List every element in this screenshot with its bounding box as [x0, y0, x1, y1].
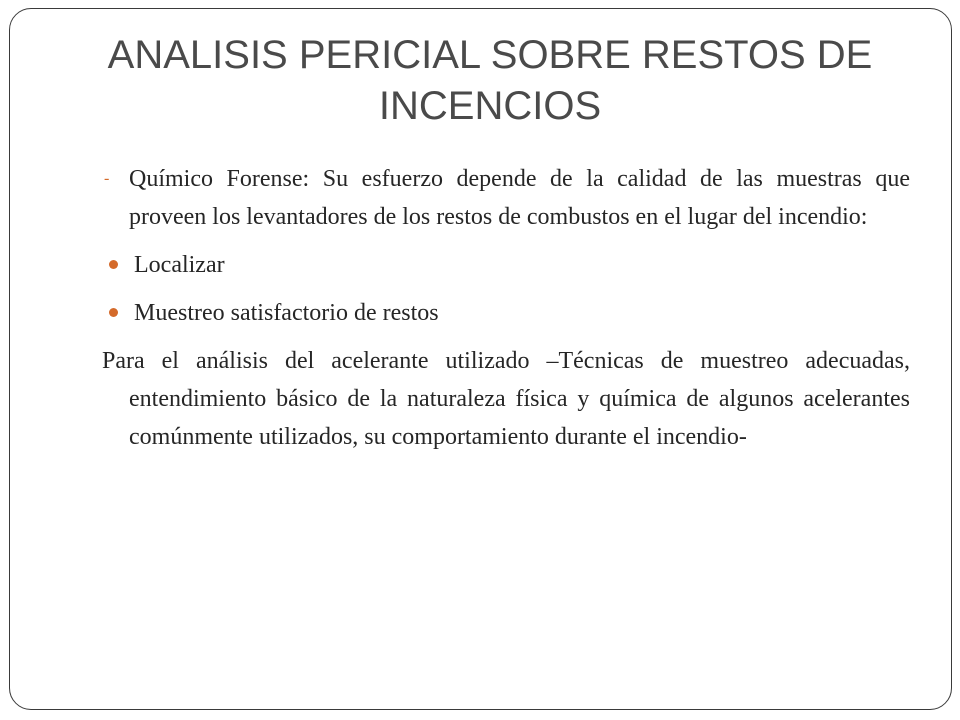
- intro-text: Químico Forense: Su esfuerzo depende de la calidad de las muestras que proveen los levantadores de los restos de combustos en el lugar del incendio:: [129, 166, 910, 230]
- list-item: [104, 294, 910, 332]
- dash-marker: -: [104, 170, 110, 187]
- intro-paragraph: [104, 160, 910, 236]
- list-item: [104, 246, 910, 284]
- slide-title: ANALISIS PERICIAL SOBRE RESTOS DE INCENCIOS: [107, 33, 873, 128]
- bullet-text: Localizar: [134, 252, 225, 278]
- slide-body: [104, 160, 910, 466]
- bullet-icon: [109, 308, 118, 317]
- bullet-icon: [109, 260, 118, 269]
- closing-paragraph: Para el análisis del acelerante utilizado –Técnicas de muestreo adecuadas, entendimiento básico de la naturaleza física y química de algunos acelerantes comúnmente utilizados, su comportamiento durante el incendio-: [102, 348, 910, 450]
- bullet-text: Muestreo satisfactorio de restos: [134, 300, 439, 326]
